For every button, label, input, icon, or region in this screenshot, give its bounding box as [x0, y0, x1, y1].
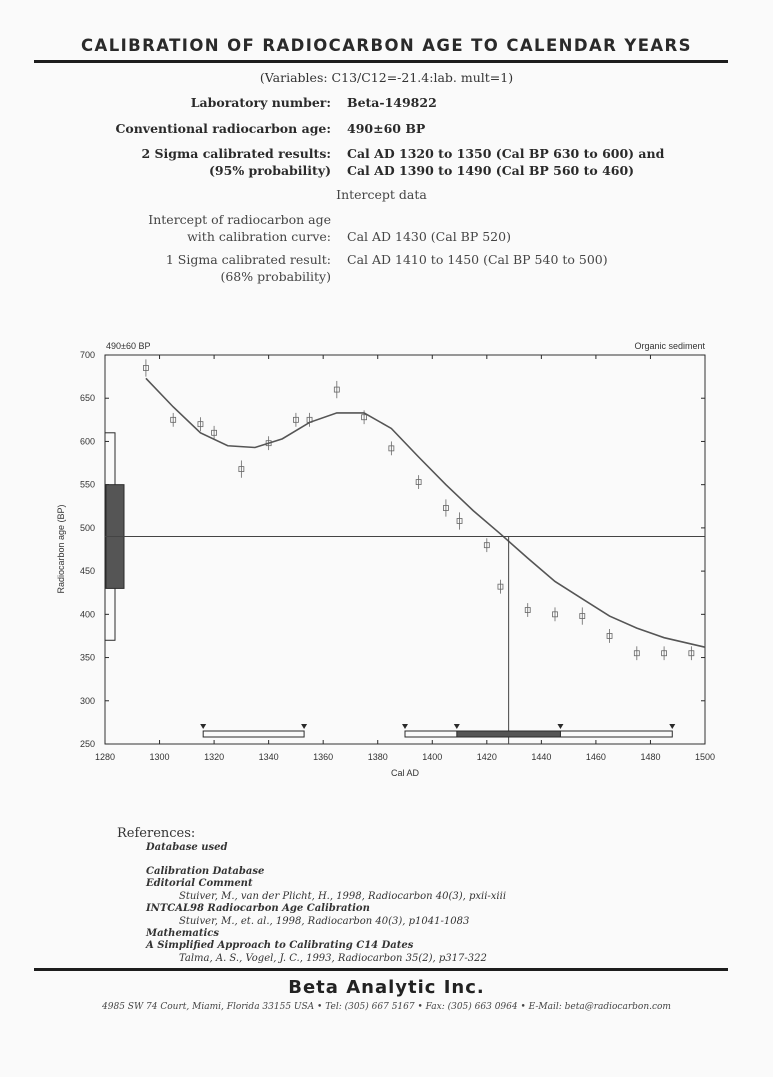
reference-line: Stuiver, M., van der Plicht, H., 1998, Radiocarbon 40(3), pxii-xiii: [179, 890, 507, 902]
intercept-label-2: with calibration curve:: [187, 229, 331, 244]
x-tick-label: 1360: [313, 752, 334, 762]
two-sigma-line-1: Cal AD 1320 to 1350 (Cal BP 630 to 600) and: [347, 146, 665, 161]
one-sigma-label: 1 Sigma calibrated result:: [165, 252, 331, 267]
page-title: CALIBRATION OF RADIOCARBON AGE TO CALENDAR YEARS: [81, 36, 692, 55]
references-heading: References:: [117, 826, 196, 841]
x-tick-label: 1400: [422, 752, 443, 762]
y-tick-label: 700: [79, 350, 95, 360]
x-tick-label: 1440: [531, 752, 552, 762]
x-tick-label: 1340: [258, 752, 279, 762]
intercept-lines: [105, 537, 705, 744]
conv-age-value: 490±60 BP: [347, 121, 426, 136]
reference-line: INTCAL98 Radiocarbon Age Calibration: [146, 903, 370, 915]
two-sigma-line-2: Cal AD 1390 to 1490 (Cal BP 560 to 460): [347, 163, 635, 178]
intercept-value: Cal AD 1430 (Cal BP 520): [347, 229, 511, 244]
one-sigma-probability: (68% probability): [220, 269, 331, 284]
range-marker: [454, 724, 460, 729]
header-divider: [34, 60, 728, 63]
chart-title-right: Organic sediment: [634, 341, 705, 351]
intercept-label-1: Intercept of radiocarbon age: [148, 212, 331, 227]
y-tick-label: 550: [79, 479, 95, 490]
y-tick-label: 250: [79, 739, 95, 749]
x-axis-label: Cal AD: [390, 768, 420, 778]
variables-line: (Variables: C13/C12=-21.4:lab. mult=1): [259, 70, 514, 85]
measurement-points: [143, 359, 693, 660]
range-marker: [402, 724, 408, 729]
footer-divider: [34, 968, 728, 971]
y-tick-label: 450: [79, 566, 95, 577]
range-marker: [557, 724, 563, 729]
y-tick-label: 600: [79, 436, 95, 447]
x-tick-label: 1420: [476, 752, 497, 762]
intercept-heading: Intercept data: [336, 187, 427, 202]
x-tick-label: 1460: [585, 752, 606, 762]
reference-line: Talma, A. S., Vogel, J. C., 1993, Radiocarbon 35(2), p317-322: [179, 952, 487, 964]
one-sigma-calibrated-range: [457, 731, 561, 737]
x-tick-label: 1380: [367, 752, 388, 762]
y-tick-label: 350: [79, 652, 95, 663]
chart-title-left: 490±60 BP: [106, 341, 151, 351]
x-tick-label: 1320: [204, 752, 225, 762]
reference-line: Calibration Database: [146, 866, 265, 877]
x-tick-label: 1500: [694, 752, 716, 762]
range-marker: [301, 724, 307, 729]
lab-number-label: Laboratory number:: [190, 95, 331, 110]
x-tick-label: 1300: [149, 752, 170, 762]
two-sigma-probability: (95% probability): [209, 163, 331, 178]
y-tick-label: 500: [79, 522, 95, 533]
y-axis-label: Radiocarbon age (BP): [56, 504, 66, 594]
x-tick-label: 1480: [640, 752, 661, 762]
range-marker: [669, 724, 675, 729]
calibrated-ranges: [200, 724, 675, 737]
x-tick-label: 1280: [94, 752, 116, 762]
lab-number-value: Beta-149822: [347, 95, 437, 110]
one-sigma-value: Cal AD 1410 to 1450 (Cal BP 540 to 500): [347, 252, 608, 267]
reference-line: Stuiver, M., et. al., 1998, Radiocarbon 40(3), p1041-1083: [179, 915, 470, 927]
reference-line: Editorial Comment: [146, 878, 253, 890]
company-name: Beta Analytic Inc.: [288, 977, 485, 998]
company-address: 4985 SW 74 Court, Miami, Florida 33155 USA • Tel: (305) 667 5167 • Fax: (305) 663 0964 • E-Mail: beta@radiocarbon.com: [102, 1002, 671, 1012]
calibration-curve: [146, 378, 705, 647]
y-tick-label: 300: [79, 695, 95, 706]
calibration-chart: [0, 338, 773, 788]
two-sigma-label: 2 Sigma calibrated results:: [141, 146, 331, 161]
reference-line: A Simplified Approach to Calibrating C14 Dates: [146, 940, 414, 952]
axis-ticks: [80, 350, 715, 762]
conv-age-label: Conventional radiocarbon age:: [115, 121, 331, 136]
plot-frame: [105, 355, 705, 744]
reference-line: Mathematics: [146, 928, 219, 939]
y-tick-label: 400: [79, 609, 95, 620]
two-sigma-calibrated-range: [203, 731, 304, 737]
database-used: Database used: [146, 842, 228, 853]
y-tick-label: 650: [79, 393, 95, 404]
range-marker: [200, 724, 206, 729]
